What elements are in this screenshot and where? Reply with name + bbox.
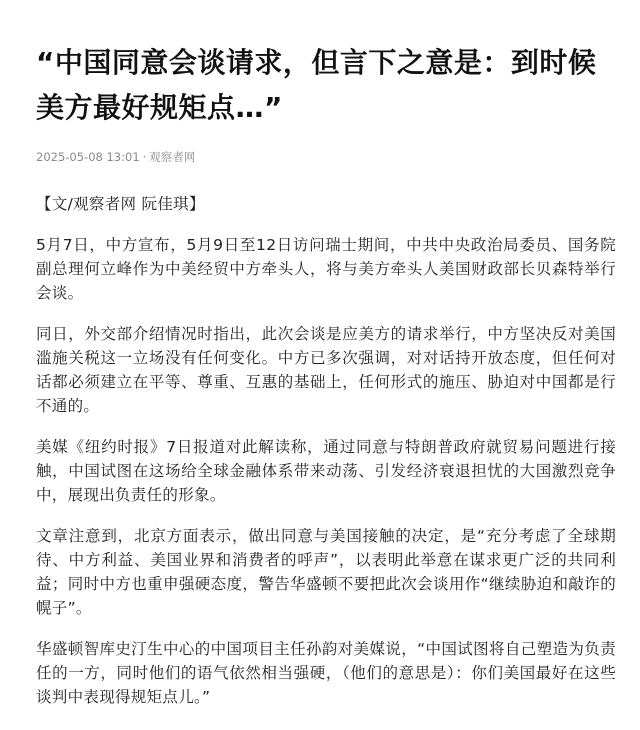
byline: 【文/观察者网 阮佳琪】 xyxy=(36,195,205,213)
source-link[interactable]: 观察者网 xyxy=(149,150,196,164)
paragraph: 文章注意到，北京方面表示，做出同意与美国接触的决定，是“充分考虑了全球期待、中方利益、美国业界和消费者的呼声”，以表明此举意在谋求更广泛的共同利益；同时中方也重申强硬态度，警告华盛顿不要把此次会谈用作“继续胁迫和敲诈的幌子”。 xyxy=(36,527,616,617)
article-title: “中国同意会谈请求，但言下之意是：到时候美方最好规矩点…” xyxy=(36,46,597,124)
publish-date: 2025-05-08 13:01 xyxy=(36,150,140,164)
meta-separator: · xyxy=(142,150,147,164)
article xyxy=(36,40,616,726)
paragraph: 同日，外交部介绍情况时指出，此次会谈是应美方的请求举行，中方坚决反对美国滥施关税这一立场没有任何变化。中方已多次强调，对对话持开放态度，但任何对话都必须建立在平等、尊重、互惠的基础上，任何形式的施压、胁迫对中国都是行不通的。 xyxy=(36,325,616,415)
article-body xyxy=(36,192,616,709)
paragraph: 5月7日，中方宣布，5月9日至12日访问瑞士期间，中共中央政治局委员、国务院副总理何立峰作为中美经贸中方牵头人，将与美方牵头人美国财政部长贝森特举行会谈。 xyxy=(36,236,616,302)
paragraph: 华盛顿智库史汀生中心的中国项目主任孙韵对美媒说，“中国试图将自己塑造为负责任的一方，同时他们的语气依然相当强硬，（他们的意思是）：你们美国最好在这些谈判中表现得规矩点儿。” xyxy=(36,640,616,706)
article-meta xyxy=(36,149,616,165)
paragraph: 美媒《纽约时报》7日报道对此解读称，通过同意与特朗普政府就贸易问题进行接触，中国试图在这场给全球金融体系带来动荡、引发经济衰退担忧的大国激烈竞争中，展现出负责任的形象。 xyxy=(36,438,616,504)
